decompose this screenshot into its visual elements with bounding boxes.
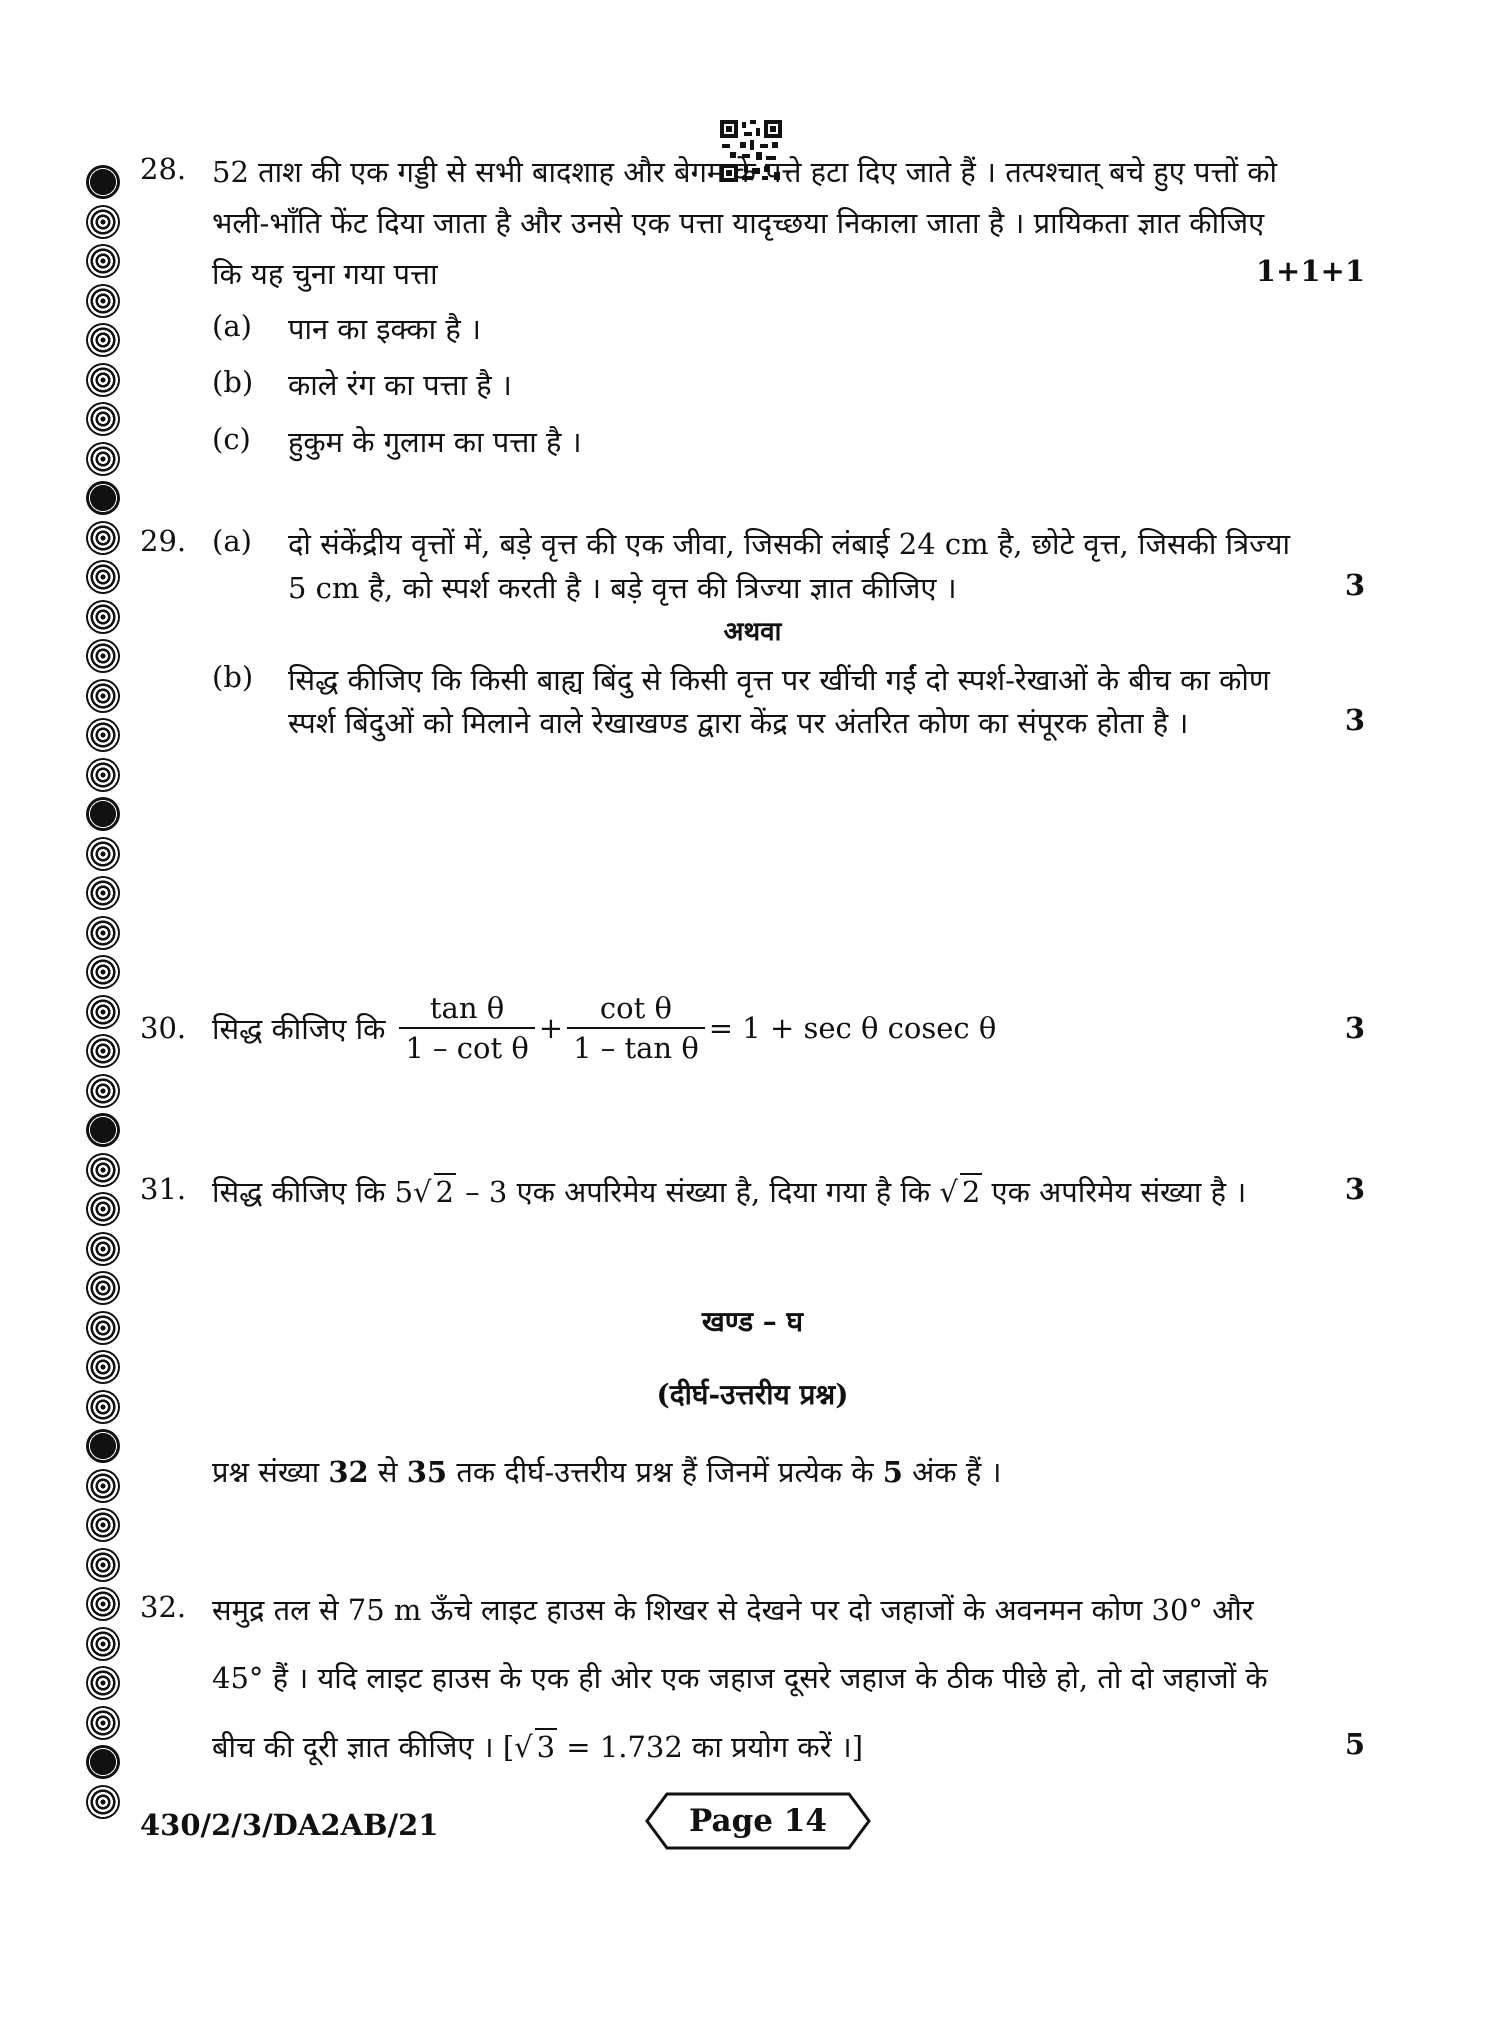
- margin-ring-icon: [86, 481, 120, 515]
- margin-ring-icon: [86, 837, 120, 871]
- or-separator: अथवा: [723, 617, 782, 647]
- numerator: cot θ: [567, 991, 705, 1029]
- margin-ring-icon: [86, 1232, 120, 1266]
- margin-ring-icon: [86, 1587, 120, 1621]
- fraction: [567, 991, 705, 1065]
- margin-ring-icon: [86, 1666, 120, 1700]
- trig-identity: [212, 990, 996, 1066]
- radicand: 2: [435, 1175, 454, 1209]
- marks-label: 3: [1344, 568, 1365, 602]
- marks-label: 3: [1344, 1172, 1365, 1206]
- bold-number: 35: [406, 1455, 448, 1489]
- part-label: (c): [212, 422, 251, 456]
- question-prefix: सिद्ध कीजिए कि: [212, 1011, 386, 1046]
- question-text-line: कि यह चुना गया पत्ता: [212, 257, 438, 291]
- text-segment: = 1.732 का प्रयोग करें ।]: [557, 1730, 864, 1764]
- text-segment: बीच की दूरी ज्ञात कीजिए । [: [212, 1730, 515, 1764]
- margin-ring-icon: [86, 995, 120, 1029]
- margin-ring-icon: [86, 402, 120, 436]
- margin-ring-icon: [86, 1706, 120, 1740]
- page-number-badge: [645, 1792, 871, 1850]
- question-text-line: सिद्ध कीजिए कि 5√ 2 – 3 एक अपरिमेय संख्या है, दिया गया है कि √ 2 एक अपरिमेय संख्या है ।: [212, 1175, 1247, 1209]
- question-text-line: 5 cm है, को स्पर्श करती है । बड़े वृत्त की त्रिज्या ज्ञात कीजिए ।: [288, 571, 957, 605]
- part-label: (b): [212, 660, 254, 694]
- marks-label: 5: [1344, 1727, 1365, 1761]
- margin-ring-icon: [86, 1745, 120, 1779]
- text-segment: प्रश्न संख्या: [212, 1455, 329, 1489]
- margin-ring-icon: [86, 679, 120, 713]
- denominator: 1 – cot θ: [405, 1031, 529, 1065]
- margin-ring-icon: [86, 1429, 120, 1463]
- margin-ring-icon: [86, 1153, 120, 1187]
- marks-label: 1+1+1: [1255, 254, 1365, 288]
- bold-number: 5: [882, 1455, 903, 1489]
- margin-ring-icon: [86, 521, 120, 555]
- margin-ring-icon: [86, 797, 120, 831]
- paper-code: 430/2/3/DA2AB/21: [140, 1808, 439, 1842]
- margin-ring-icon: [86, 916, 120, 950]
- text-segment: – 3 एक अपरिमेय संख्या है, दिया गया है कि: [455, 1175, 940, 1209]
- question-text-line: 45° हैं । यदि लाइट हाउस के एक ही ओर एक जहाज दूसरे जहाज के ठीक पीछे हो, तो दो जहाजों के: [212, 1661, 1268, 1695]
- question-text-line: बीच की दूरी ज्ञात कीजिए । [√ 3 = 1.732 का प्रयोग करें ।]: [212, 1730, 864, 1764]
- part-label: (a): [212, 524, 252, 558]
- margin-ring-icon: [86, 1627, 120, 1661]
- margin-ring-strip: [86, 165, 122, 1835]
- numerator: tan θ: [399, 991, 534, 1029]
- part-text: काले रंग का पत्ता है ।: [288, 368, 512, 402]
- question-number: 32.: [140, 1590, 187, 1624]
- part-text: हुकुम के गुलाम का पत्ता है ।: [288, 425, 582, 459]
- text-segment: अंक हैं ।: [902, 1455, 1002, 1489]
- margin-ring-icon: [86, 1113, 120, 1147]
- text-segment: सिद्ध कीजिए कि 5: [212, 1175, 414, 1209]
- part-label: (a): [212, 309, 252, 343]
- question-text-line: भली-भाँति फेंट दिया जाता है और उनसे एक पत्ता यादृच्छया निकाला जाता है । प्रायिकता ज्ञात कीजिए: [212, 206, 1265, 240]
- margin-ring-icon: [86, 758, 120, 792]
- marks-label: 3: [1344, 1011, 1365, 1045]
- question-number: 29.: [140, 524, 187, 558]
- margin-ring-icon: [86, 1508, 120, 1542]
- margin-ring-icon: [86, 1548, 120, 1582]
- text-segment: तक दीर्घ-उत्तरीय प्रश्न हैं जिनमें प्रत्येक के: [447, 1455, 883, 1489]
- radicand: 3: [536, 1730, 556, 1764]
- denominator: 1 – tan θ: [573, 1031, 699, 1065]
- margin-ring-icon: [86, 244, 120, 278]
- margin-ring-icon: [86, 1192, 120, 1226]
- text-segment: से: [368, 1455, 407, 1489]
- part-text: पान का इक्का है ।: [288, 312, 481, 346]
- question-text-line: समुद्र तल से 75 m ऊँचे लाइट हाउस के शिखर से देखने पर दो जहाजों के अवनमन कोण 30° और: [212, 1593, 1254, 1627]
- margin-ring-icon: [86, 876, 120, 910]
- margin-ring-icon: [86, 442, 120, 476]
- page-number: Page 14: [689, 1803, 827, 1839]
- question-number: 28.: [140, 152, 187, 186]
- margin-ring-icon: [86, 718, 120, 752]
- question-number: 30.: [140, 1011, 187, 1045]
- margin-ring-icon: [86, 165, 120, 199]
- equation-rhs: = 1 + sec θ cosec θ: [708, 1011, 997, 1045]
- margin-ring-icon: [86, 363, 120, 397]
- radicand: 2: [961, 1175, 981, 1209]
- margin-ring-icon: [86, 323, 120, 357]
- margin-ring-icon: [86, 1785, 120, 1819]
- section-title: खण्ड – घ: [701, 1305, 804, 1338]
- part-label: (b): [212, 365, 254, 399]
- section-subtitle: (दीर्घ-उत्तरीय प्रश्न): [656, 1378, 849, 1411]
- margin-ring-icon: [86, 205, 120, 239]
- question-text-line: 52 ताश की एक गड्डी से सभी बादशाह और बेगम के पत्ते हटा दिए जाते हैं । तत्पश्चात् बचे हुए पत्तों को: [212, 155, 1278, 189]
- margin-ring-icon: [86, 560, 120, 594]
- margin-ring-icon: [86, 1271, 120, 1305]
- question-text-line: दो संकेंद्रीय वृत्तों में, बड़े वृत्त की एक जीवा, जिसकी लंबाई 24 cm है, छोटे वृत्त, जिसकी त्रिज्या: [288, 527, 1291, 561]
- plus-sign: +: [538, 1011, 564, 1045]
- text-segment: एक अपरिमेय संख्या है ।: [982, 1175, 1247, 1209]
- question-text-line: सिद्ध कीजिए कि किसी बाह्य बिंदु से किसी वृत्त पर खींची गईं दो स्पर्श-रेखाओं के बीच का कोण: [288, 663, 1270, 697]
- margin-ring-icon: [86, 1074, 120, 1108]
- section-instruction: [212, 1452, 1001, 1491]
- question-number: 31.: [140, 1172, 187, 1206]
- margin-ring-icon: [86, 1034, 120, 1068]
- marks-label: 3: [1344, 703, 1365, 737]
- question-text-line: स्पर्श बिंदुओं को मिलाने वाले रेखाखण्ड द्वारा केंद्र पर अंतरित कोण का संपूरक होता है ।: [288, 706, 1189, 740]
- margin-ring-icon: [86, 955, 120, 989]
- fraction: [399, 991, 534, 1065]
- margin-ring-icon: [86, 1469, 120, 1503]
- margin-ring-icon: [86, 284, 120, 318]
- bold-number: 32: [328, 1455, 369, 1489]
